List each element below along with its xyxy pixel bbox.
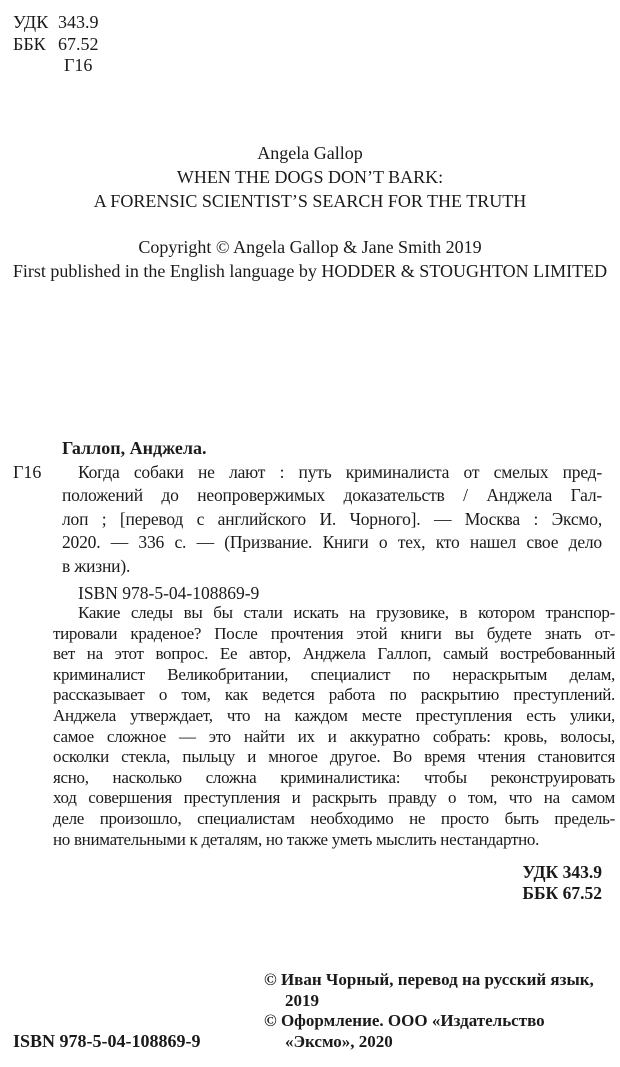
text-line: ход совершения преступления и раскрыть правду о том, что на самом [53, 788, 615, 808]
original-title-line-1: WHEN THE DOGS DON’T BARK: [176, 167, 444, 187]
original-title-line-2: A FORENSIC SCIENTIST’S SEARCH FOR THE TRUTH [93, 191, 527, 211]
design-copyright-item [264, 1011, 609, 1052]
text-line: криминалист Великобритании, специалист по нераскрытым делам, [53, 664, 615, 684]
original-copyright-line: Copyright © Angela Gallop & Jane Smith 2019 [138, 237, 482, 257]
original-author-name: Angela Gallop [257, 143, 363, 163]
text-line: Когда собаки не лают : путь криминалиста от смелых пред- [78, 461, 602, 482]
bbk-value: 67.52 [58, 33, 99, 54]
text-line: осколки стекла, пыльцу и многое другое. Во время чтения становится [53, 747, 615, 767]
text-line: тировали краденое? После прочтения этой книги вы будете знать от- [53, 623, 615, 643]
text-line: © Оформление. ООО «Издательство [264, 1011, 545, 1030]
author-sign-spacer [13, 55, 58, 77]
original-copyright-group [0, 235, 620, 283]
russian-copyright-block [264, 970, 609, 1052]
text-line: 2020. — 336 с. — (Призвание. Книги о тех, кто нашел свое дело [62, 532, 602, 552]
udc-value: 343.9 [58, 12, 99, 32]
text-line: деле произошло, специалистам необходимо не просто быть предель- [53, 808, 615, 828]
translation-copyright-item [264, 970, 609, 1011]
text-line: 2019 [285, 990, 319, 1010]
text-line: рассказывает о том, как ведется работа по раскрытию преступлений. [53, 685, 615, 705]
text-line: лоп ; [перевод с английского И. Чорного]. — Москва : Эксмо, [62, 508, 602, 529]
original-publisher-line: First published in the English language by HODDER & STOUGHTON LIMITED [12, 261, 608, 281]
catalog-heading-author: Галлоп, Анджела. [62, 438, 207, 458]
text-line: Какие следы вы бы стали искать на грузовике, в котором транспор- [78, 603, 615, 622]
text-line: самое сложное — это найти их и аккуратно собрать: кровь, волосы, [53, 726, 615, 746]
catalog-card [62, 437, 602, 578]
udc-label: УДК [13, 12, 49, 32]
bbk-code-row [13, 34, 99, 56]
udc-code-row [13, 12, 99, 34]
original-edition-block [0, 141, 620, 283]
bottom-bbk-code: ББК 67.52 [522, 882, 602, 903]
catalog-description [62, 461, 602, 579]
catalog-isbn-line: ISBN 978-5-04-108869-9 [78, 583, 260, 603]
text-line: вет на этот вопрос. Ее автор, Анджела Галлоп, самый востребованный [53, 644, 615, 664]
author-sign-value: Г16 [64, 55, 93, 75]
annotation-paragraph [53, 603, 615, 850]
bbk-label: ББК [13, 33, 46, 54]
text-line: «Эксмо», 2020 [285, 1031, 393, 1051]
bottom-code-block [522, 862, 602, 903]
footer-isbn: ISBN 978-5-04-108869-9 [13, 1031, 201, 1051]
text-line: © Иван Чорный, перевод на русский язык, [264, 970, 594, 989]
catalog-margin-code: Г16 [13, 462, 42, 482]
text-line: в жизни). [62, 555, 131, 576]
text-line: но внимательными к деталям, но также уметь мыслить нестандартно. [53, 829, 540, 849]
udc-bbk-code-block [13, 12, 99, 77]
text-line: ясно, насколько сложна криминалистика: чтобы реконструировать [53, 767, 615, 787]
text-line: Анджела утверждает, что на каждом месте преступления есть улики, [53, 705, 615, 725]
original-title-group [0, 141, 620, 213]
bottom-udc-code: УДК 343.9 [522, 862, 602, 882]
text-line: положений до неопровержимых доказательств / Анджела Гал- [62, 485, 602, 505]
author-sign-row [13, 55, 99, 77]
